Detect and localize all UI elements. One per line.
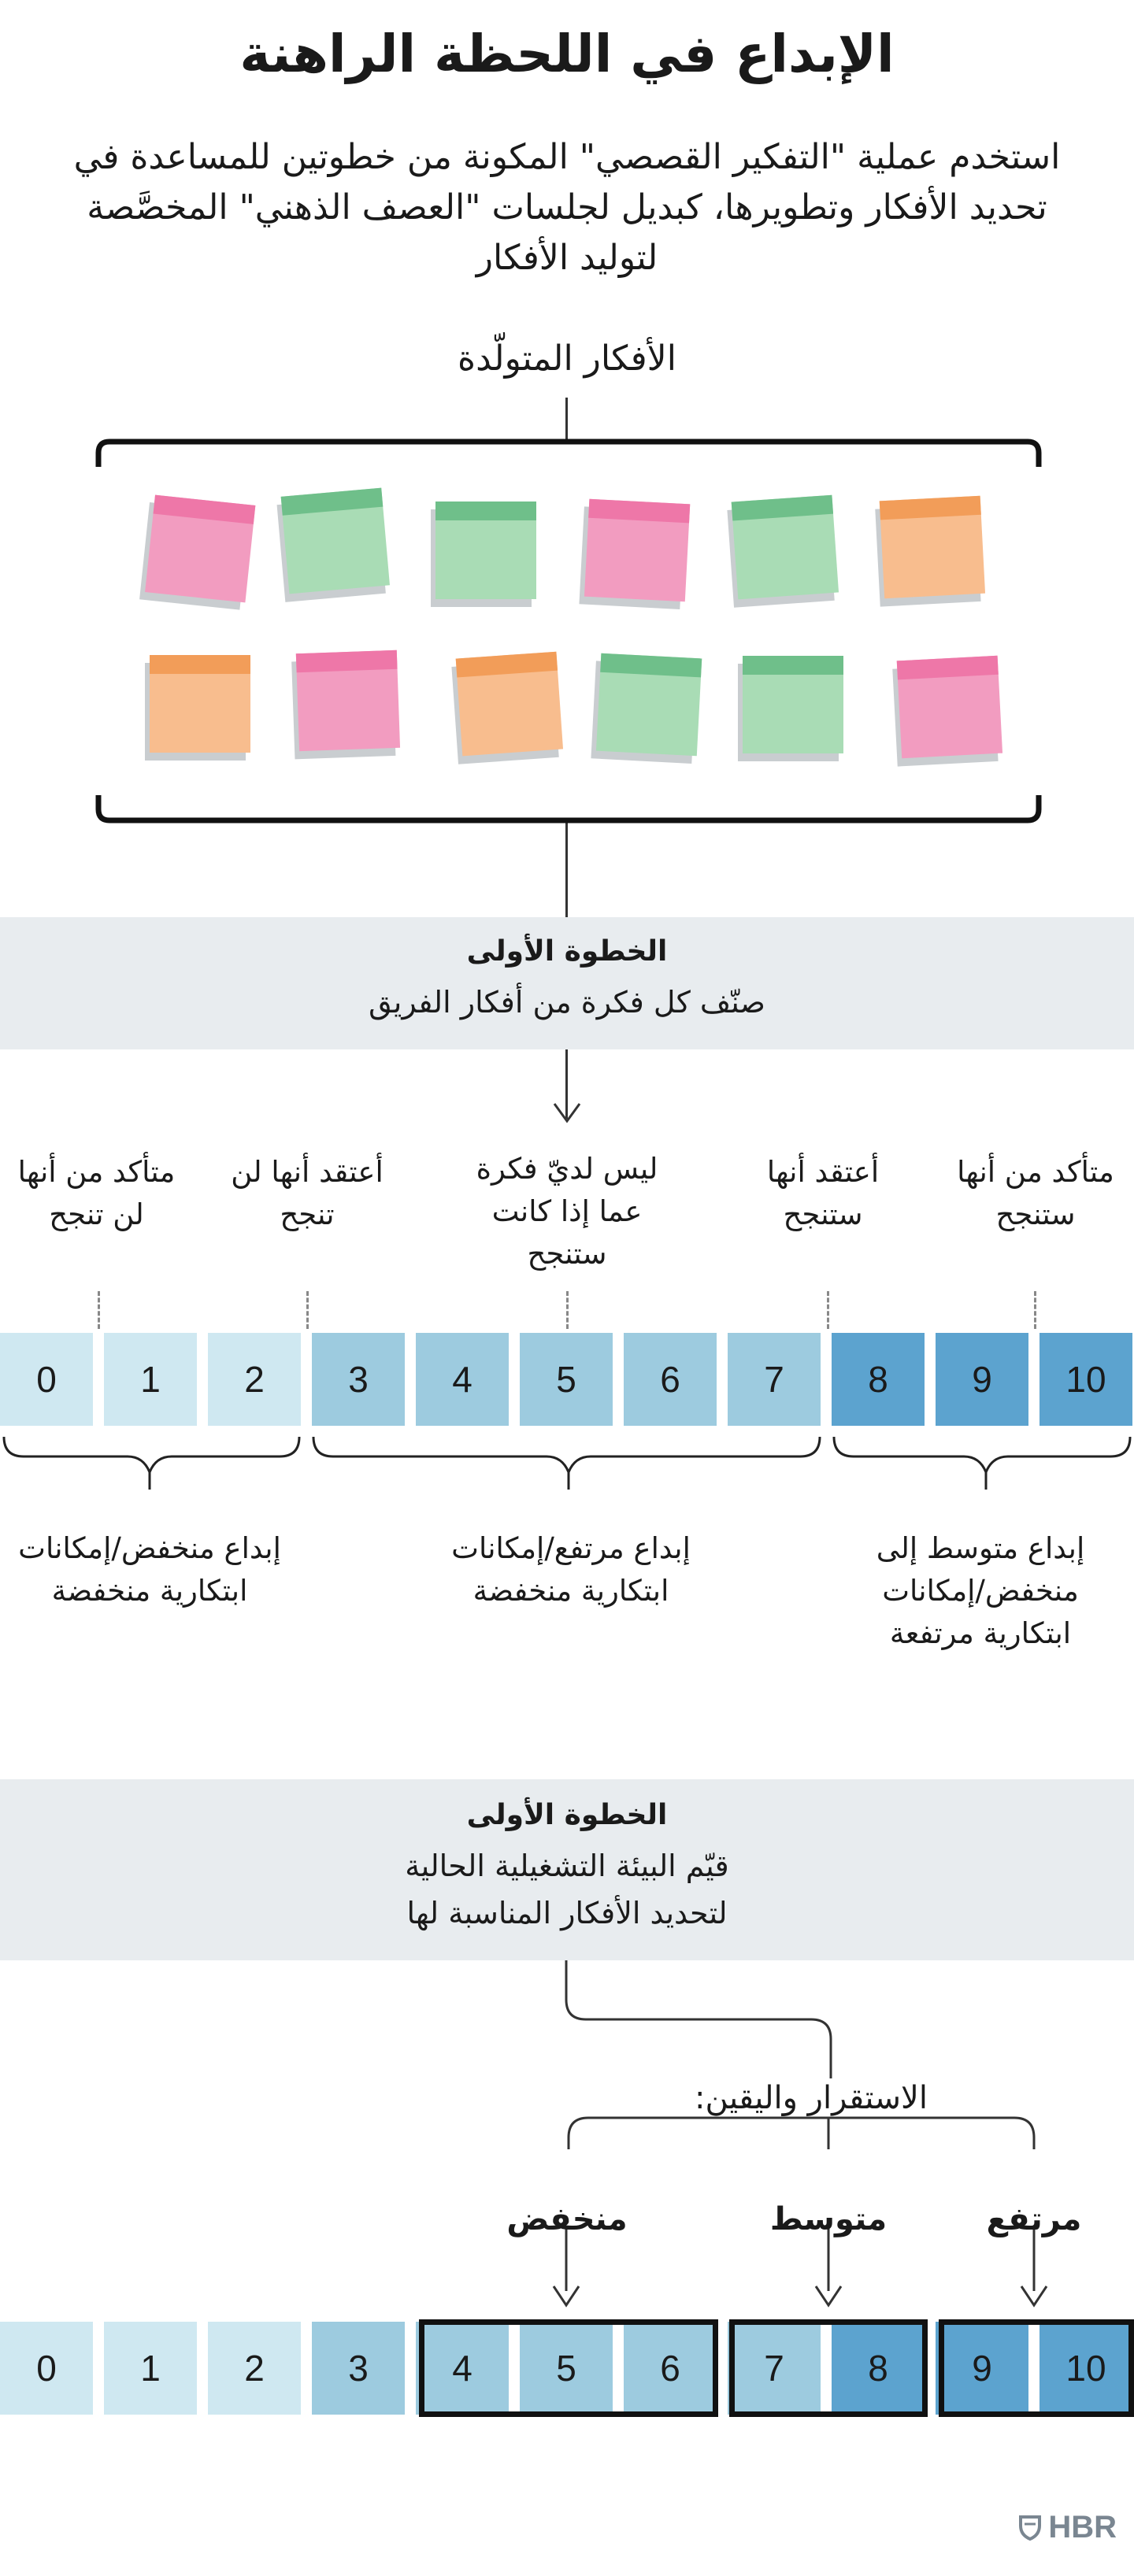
sticky-note	[435, 502, 536, 602]
step2-band	[0, 1779, 1134, 1960]
sticky-note	[880, 496, 986, 602]
page-title: الإبداع في اللحظة الراهنة	[239, 24, 895, 84]
logo-text: HBR	[1048, 2510, 1117, 2545]
ideas-label: الأفكار المتولّدة	[458, 339, 676, 379]
scale-tile: 2	[208, 1333, 301, 1426]
group-braces	[0, 1433, 1134, 1496]
sticky-note	[596, 653, 702, 760]
sticky-note	[897, 656, 1003, 762]
label-sure-fail: متأكد من أنها لن تنجح	[17, 1155, 176, 1231]
label-think-fail: أعتقد أنها لن تنجح	[231, 1155, 384, 1231]
group-frame-medium	[729, 2319, 928, 2417]
level-medium: متوسط	[769, 2201, 888, 2237]
scale-tile: 4	[416, 2322, 509, 2415]
scale-tile: 1	[104, 1333, 197, 1426]
label-unsure: ليس لديّ فكرة عما إذا كانت ستنجح	[476, 1152, 658, 1271]
level-high: مرتفع	[986, 2201, 1082, 2237]
sticky-note	[732, 495, 839, 603]
scale-tile: 10	[1040, 2322, 1132, 2415]
scale-tile: 0	[0, 2322, 93, 2415]
separator	[98, 1291, 100, 1329]
step2-line2: لتحديد الأفكار المناسبة لها	[406, 1896, 728, 1930]
scale-tile: 5	[520, 1333, 613, 1426]
stability-connector	[0, 1960, 1134, 2291]
sticky-note	[296, 650, 400, 754]
scale-tile: 7	[728, 1333, 821, 1426]
scale-tile: 7	[728, 2322, 821, 2415]
scale-tile: 10	[1040, 1333, 1132, 1426]
scale-tile: 3	[312, 1333, 405, 1426]
scale-tile: 9	[936, 2322, 1028, 2415]
level-low: منخفض	[506, 2201, 628, 2237]
separator	[827, 1291, 829, 1329]
group-high-label: إبداع متوسط إلى منخفض/إمكانات ابتكارية مرتفعة	[876, 1531, 1085, 1650]
sticky-note	[281, 488, 391, 598]
arrow-down-icon	[813, 2283, 844, 2308]
label-think-succeed: أعتقد أنها ستنجح	[766, 1155, 880, 1231]
scale-tile: 9	[936, 1333, 1028, 1426]
arrow-down-icon	[550, 2283, 582, 2308]
step2-title: الخطوة الأولى	[466, 1799, 668, 1831]
separator	[306, 1291, 309, 1329]
hbr-logo	[1018, 2510, 1117, 2545]
shield-icon	[1018, 2515, 1042, 2541]
step2-line1: قيّم البيئة التشغيلية الحالية	[405, 1849, 729, 1883]
step1-band	[0, 917, 1134, 1049]
scale-tile: 4	[416, 1333, 509, 1426]
step1-title: الخطوة الأولى	[466, 935, 668, 968]
scale-tile: 2	[208, 2322, 301, 2415]
separator	[1034, 1291, 1036, 1329]
step1-text: صنّف كل فكرة من أفكار الفريق	[369, 985, 765, 1020]
arrow-down-icon	[551, 1101, 583, 1124]
label-sure-succeed: متأكد من أنها ستنجح	[957, 1155, 1114, 1231]
scale-tile: 6	[624, 2322, 717, 2415]
group-low-label: إبداع منخفض/إمكانات ابتكارية منخفضة	[18, 1531, 281, 1608]
scale-tile: 1	[104, 2322, 197, 2415]
sticky-note	[743, 656, 843, 757]
scale-tile: 8	[832, 1333, 925, 1426]
scale-tile: 0	[0, 1333, 93, 1426]
sticky-note	[456, 652, 564, 760]
arrow-down-icon	[1018, 2283, 1050, 2308]
group-mid-label: إبداع مرتفع/إمكانات ابتكارية منخفضة	[451, 1531, 691, 1608]
scale-tile: 8	[832, 2322, 925, 2415]
group-frame-high	[939, 2319, 1134, 2417]
subtitle: استخدم عملية "التفكير القصصي" المكونة من خطوتين للمساعدة في تحديد الأفكار وتطويرها، كبديل لجلسات "العصف الذهني" المخصَّصة لتوليد الأفكار	[73, 137, 1061, 278]
scale-tile: 5	[520, 2322, 613, 2415]
scale-tile: 6	[624, 1333, 717, 1426]
separator	[566, 1291, 569, 1329]
sticky-note	[584, 499, 691, 605]
scale-tile: 3	[312, 2322, 405, 2415]
stability-label: الاستقرار واليقين:	[646, 2080, 976, 2116]
sticky-note	[145, 495, 256, 606]
sticky-note	[150, 655, 250, 756]
group-frame-low	[419, 2319, 718, 2417]
